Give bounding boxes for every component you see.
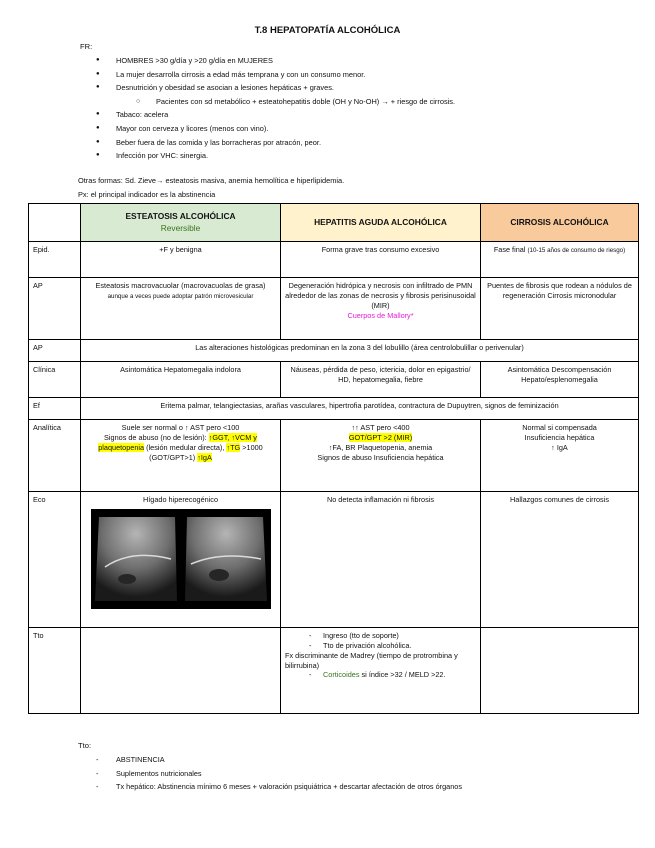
ap-hepatitis-text: Degeneración hidrópica y necrosis con infiltrado de PMN alrededor de las zonas de necrosis y fibrosis perisinusoidal (MIR) bbox=[285, 281, 476, 310]
tto-madrey: Fx discriminante de Madrey (tiempo de protrombina y bilirrubina) bbox=[285, 650, 458, 670]
fr-list bbox=[96, 54, 616, 163]
corticoides-label: Corticoides bbox=[323, 670, 360, 680]
clinica-hepatitis: Náuseas, pérdida de peso, ictericia, dolor en epigastrio/ HD, hepatomegalia, fiebre bbox=[281, 362, 481, 398]
analitica-est-line1: Suele ser normal o ↑ AST pero <100 bbox=[121, 423, 240, 432]
fr-label: FR: bbox=[80, 42, 93, 51]
analitica-hep-line1: ↑↑ AST pero <400 bbox=[351, 423, 410, 432]
row-epid bbox=[29, 242, 639, 278]
epid-hepatitis: Forma grave tras consumo excesivo bbox=[281, 242, 481, 278]
ap-esteatosis-main: Esteatosis macrovacuolar (macrovacuolas de grasa) bbox=[95, 281, 266, 290]
header-cirrosis: CIRROSIS ALCOHÓLICA bbox=[481, 204, 639, 242]
eco-esteatosis bbox=[81, 492, 281, 628]
tto-corticoides-list bbox=[285, 670, 476, 680]
header-esteatosis bbox=[81, 204, 281, 242]
epid-cirrosis bbox=[481, 242, 639, 278]
fr-item: ● Tabaco: acelera bbox=[96, 108, 616, 122]
highlight-tg: ↑TG bbox=[226, 442, 241, 452]
ultrasound-graphic bbox=[91, 509, 271, 609]
fr-item: ● Mayor con cerveza y licores (menos con vino). bbox=[96, 122, 616, 136]
ap-zone-text: Las alteraciones histológicas predominan en la zona 3 del lobulillo (área centrolobulillar o perivenular) bbox=[81, 340, 639, 362]
row-label-ef: Ef bbox=[29, 398, 81, 420]
comparison-table bbox=[28, 203, 639, 714]
clinica-esteatosis: Asintomática Hepatomegalia indolora bbox=[81, 362, 281, 398]
row-ap bbox=[29, 278, 639, 340]
analitica-hep-line3: Signos de abuso Insuficiencia hepática bbox=[317, 452, 444, 462]
row-label-eco: Eco bbox=[29, 492, 81, 628]
epid-esteatosis: +F y benigna bbox=[81, 242, 281, 278]
ultrasound-panel-right bbox=[185, 517, 267, 601]
header-esteatosis-title: ESTEATOSIS ALCOHÓLICA bbox=[125, 211, 236, 222]
ef-text: Eritema palmar, telangiectasias, arañas vasculares, hipertrofia parotídea, contractura de Dupuytren, signos de feminización bbox=[81, 398, 639, 420]
analitica-hepatitis bbox=[281, 420, 481, 492]
analitica-est-line4: >1000 bbox=[240, 442, 263, 452]
analitica-est-line5: (GOT/GPT>1) bbox=[149, 452, 198, 462]
fr-item: ● La mujer desarrolla cirrosis a edad más temprana y con un consumo menor. bbox=[96, 68, 616, 82]
pronostico-line: Px: el principal indicador es la abstinencia bbox=[78, 190, 216, 199]
row-eco bbox=[29, 492, 639, 628]
mallory-bodies: Cuerpos de Mallory* bbox=[347, 310, 414, 320]
ultrasound-image bbox=[91, 509, 271, 609]
tto-cirrosis bbox=[481, 628, 639, 714]
row-ap-zone bbox=[29, 340, 639, 362]
ap-esteatosis-detail: aunque a veces puede adoptar patrón microvesicular bbox=[107, 292, 254, 300]
analitica-est-line3: (lesión medular directa), bbox=[144, 442, 227, 452]
eco-esteatosis-text: Hígado hiperecogénico bbox=[142, 495, 219, 504]
otras-formas: Otras formas: Sd. Zieve→ esteatosis masiva, anemia hemolítica e hiperlipidemia. bbox=[78, 176, 345, 185]
tto-bottom-item: - Suplementos nutricionales bbox=[96, 767, 462, 781]
tto-item-corticoides bbox=[285, 670, 476, 680]
page-title: T.8 HEPATOPATÍA ALCOHÓLICA bbox=[254, 25, 401, 36]
highlight-iga: ↑IgA bbox=[197, 452, 212, 462]
fr-item: ● Beber fuera de las comida y las borracheras por atracón, peor. bbox=[96, 136, 616, 150]
highlight-got-gpt: GOT/GPT >2 (MIR) bbox=[348, 432, 413, 442]
analitica-esteatosis bbox=[81, 420, 281, 492]
tto-label: Tto: bbox=[78, 741, 92, 750]
corticoides-criteria: si índice >32 / MELD >22. bbox=[359, 670, 446, 680]
highlight-ggt-vcm: ↑GGT, ↑VCM y plaquetopenia bbox=[98, 432, 257, 452]
header-row bbox=[29, 204, 639, 242]
analitica-cirrosis bbox=[481, 420, 639, 492]
row-clinica bbox=[29, 362, 639, 398]
epid-cirrosis-detail: (10-15 años de consumo de riesgo) bbox=[527, 247, 626, 254]
tto-bottom-item: - Tx hepático: Abstinencia mínimo 6 meses + valoración psiquiátrica + descartar afectación de otros órganos bbox=[96, 780, 462, 794]
ap-cirrosis: Puentes de fibrosis que rodean a nódulos de regeneración Cirrosis micronodular bbox=[481, 278, 639, 340]
row-label-epid: Epid. bbox=[29, 242, 81, 278]
fr-subitem: ○ Pacientes con sd metabólico + esteatohepatitis doble (OH y No-OH) → + riesgo de cirrosis. bbox=[96, 95, 616, 109]
header-empty bbox=[29, 204, 81, 242]
row-label-clinica: Clínica bbox=[29, 362, 81, 398]
row-tto bbox=[29, 628, 639, 714]
epid-cirrosis-main: Fase final bbox=[493, 245, 528, 254]
fr-item: ● Desnutrición y obesidad se asocian a lesiones hepáticas + graves. bbox=[96, 81, 616, 95]
analitica-cir-line1: Normal si compensada bbox=[522, 423, 597, 432]
row-ef bbox=[29, 398, 639, 420]
ap-esteatosis bbox=[81, 278, 281, 340]
row-label-ap: AP bbox=[29, 278, 81, 340]
tto-hepatitis-list bbox=[285, 631, 476, 651]
fr-item: ● HOMBRES >30 g/día y >20 g/día en MUJERES bbox=[96, 54, 616, 68]
fr-item: ● Infección por VHC: sinergia. bbox=[96, 149, 616, 163]
tto-esteatosis bbox=[81, 628, 281, 714]
header-esteatosis-reversible: Reversible bbox=[160, 222, 201, 233]
tto-bottom-item: - ABSTINENCIA bbox=[96, 753, 462, 767]
clinica-cirrosis: Asintomática Descompensación Hepato/esplenomegalia bbox=[481, 362, 639, 398]
eco-hepatitis: No detecta inflamación ni fibrosis bbox=[281, 492, 481, 628]
tto-item: - Ingreso (tto de soporte) bbox=[285, 631, 476, 641]
row-label-analitica: Analítica bbox=[29, 420, 81, 492]
row-label-tto: Tto bbox=[29, 628, 81, 714]
row-analitica bbox=[29, 420, 639, 492]
analitica-cir-line3: ↑ IgA bbox=[551, 442, 568, 452]
tto-bottom-list bbox=[96, 753, 462, 794]
eco-cirrosis: Hallazgos comunes de cirrosis bbox=[481, 492, 639, 628]
ap-hepatitis bbox=[281, 278, 481, 340]
ultrasound-panel-left bbox=[95, 517, 177, 601]
analitica-est-line2: Signos de abuso (no de lesión): bbox=[104, 432, 209, 442]
tto-item: - Tto de privación alcohólica. bbox=[285, 641, 476, 651]
header-hepatitis: HEPATITIS AGUDA ALCOHÓLICA bbox=[281, 204, 481, 242]
analitica-cir-line2: Insuficiencia hepática bbox=[524, 432, 595, 442]
tto-hepatitis bbox=[281, 628, 481, 714]
row-label-ap-2: AP bbox=[29, 340, 81, 362]
analitica-hep-line2: ↑FA, BR Plaquetopenia, anemia bbox=[328, 442, 433, 452]
